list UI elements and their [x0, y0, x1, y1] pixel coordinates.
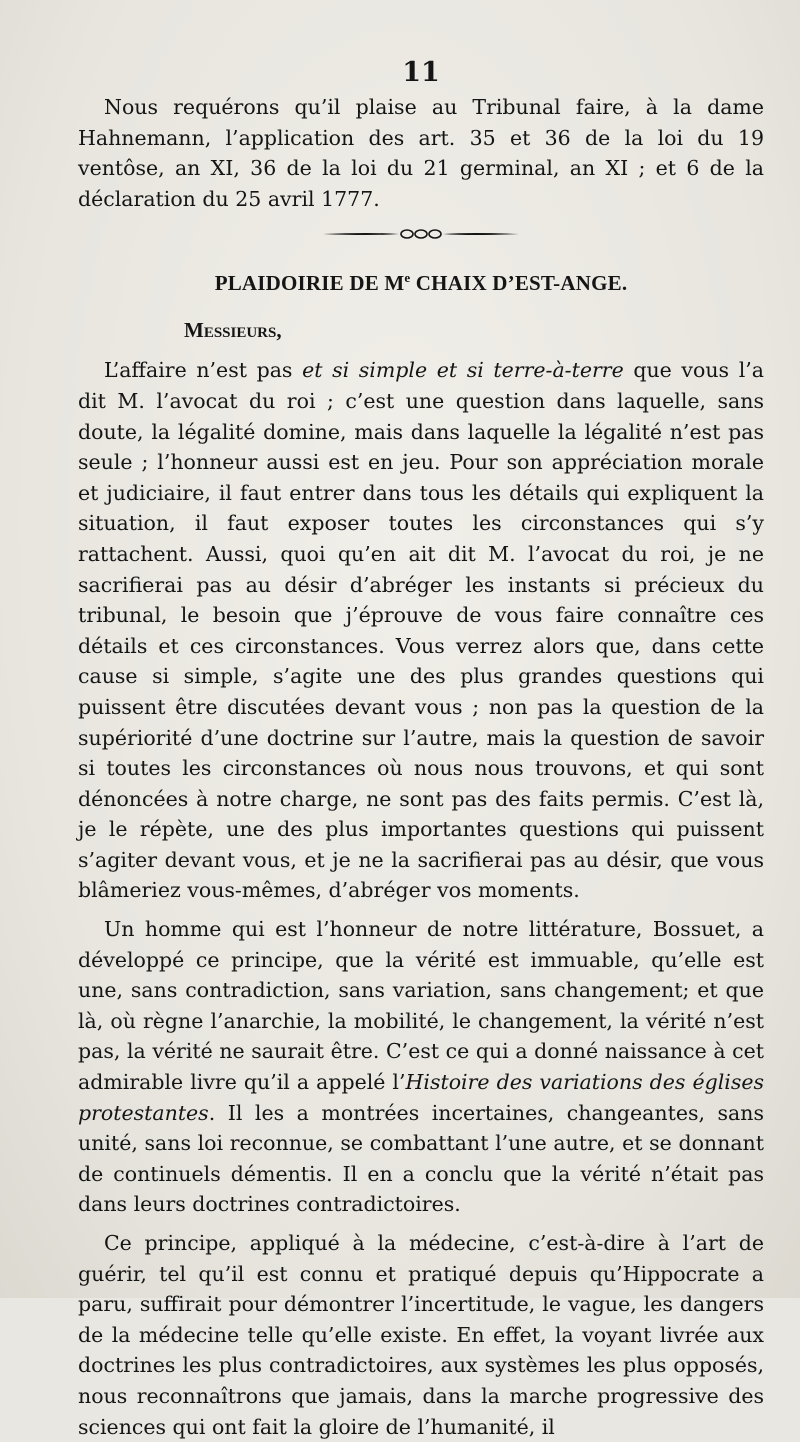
body-text — [78, 355, 764, 1442]
paragraph-2-italic: Histoire des variations des églises protestantes — [78, 1070, 765, 1125]
page-number: 11 — [402, 57, 440, 88]
paragraph-1-text-a: L’affaire n’est pas — [104, 358, 303, 383]
paragraph-2-text-b: . Il les a montrées incertaines, changeantes, sans unité, sans loi reconnue, se combattant l’une autre, et se donnant de continuels démentis. Il en a conclu que la vérité n’était pas dans leurs doctrines contradictoires. — [78, 1100, 764, 1217]
ornament-divider — [321, 226, 521, 242]
paragraph-1 — [78, 355, 764, 906]
section-heading — [78, 264, 764, 297]
paragraph-1-italic: et si simple et si terre-à-terre — [302, 358, 624, 383]
paragraph-2 — [78, 914, 764, 1220]
heading-prefix: PLAIDOIRIE DE M — [214, 271, 405, 296]
paragraph-2-text-a: Un homme qui est l’honneur de notre littérature, Bossuet, a développé ce principe, que la vérité est immuable, qu’elle est une, sans contradiction, sans variation, sans changement; et que là, où règne l’anarchie, la mobilité, le changement, la vérité n’est pas, la vérité ne saurait être. C’est ce qui a donné naissance à cet admirable livre qu’il a appelé l’ — [78, 917, 764, 1095]
heading-superscript: e — [404, 270, 411, 286]
paragraph-3: Ce principe, appliqué à la médecine, c’est-à-dire à l’art de guérir, tel qu’il est connu et pratiqué depuis qu’Hippocrate a paru, suffirait pour démontrer l’incertitude, le vague, les dangers de la médecine telle qu’elle existe. En effet, la voyant livrée aux doctrines les plus contradictoires, aux systèmes les plus opposés, nous reconnaîtrons que jamais, dans la marche progressive des sciences qui ont fait la gloire de l’humanité, il — [78, 1231, 764, 1439]
heading-suffix: CHAIX D’EST-ANGE. — [410, 271, 628, 296]
intro-paragraph: Nous requérons qu’il plaise au Tribunal faire, à la dame Hahnemann, l’application des art. 35 et 36 de la loi du 19 ventôse, an XI, 36 de la loi du 21 germinal, an XI ; et 6 de la déclaration du 25 avril 1777. — [78, 95, 764, 211]
salutation: Messieurs, — [184, 318, 282, 343]
paragraph-1-text-b: que vous l’a dit M. l’avocat du roi ; c’est une question dans laquelle, sans doute, la légalité domine, mais dans laquelle la légalité n’est pas seule ; l’honneur aussi est en jeu. Pour son appréciation morale et judiciaire, il faut entrer dans tous les détails qui expliquent la situation, il faut exposer toutes les circonstances qui s’y rattachent. Aussi, quoi qu’en ait dit M. l’avocat du roi, je ne sacrifierai pas au désir d’abréger les instants si précieux du tribunal, le besoin que j’éprouve de vous faire connaître ces détails et ces circonstances. Vous verrez alors que, dans cette cause si simple, s’agite une des plus grandes questions qui puissent être discutées devant vous ; non pas la question de la supériorité d’une doctrine sur l’autre, mais la question de savoir si toutes les circonstances où nous nous trouvons, et qui sont dénoncées à notre charge, ne sont pas des faits permis. C’est là, je le répète, une des plus importantes questions qui puissent s’agiter devant vous, et je ne la sacrifierai pas au désir, que vous blâmeriez vous-mêmes, d’abréger vos moments. — [78, 358, 764, 903]
